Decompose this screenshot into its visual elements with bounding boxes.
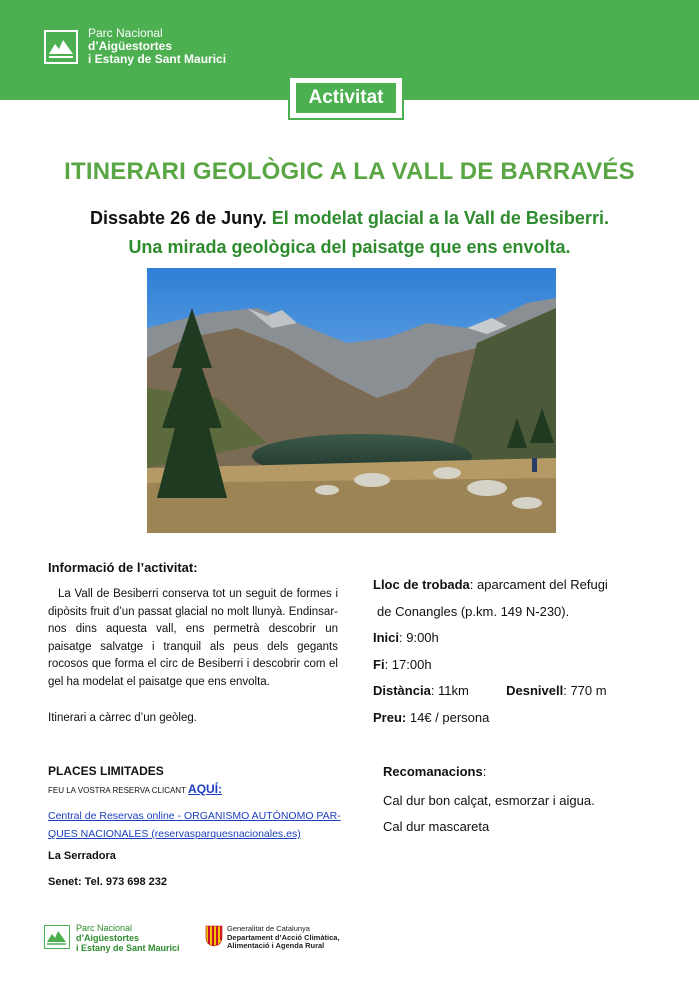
- info-body: [48, 586, 338, 691]
- activity-details: [373, 572, 673, 731]
- footer-park-text: [76, 923, 180, 953]
- recommendation-item: Cal dur mascareta: [383, 819, 490, 834]
- meeting-value: : aparcament del Refugi: [469, 577, 608, 592]
- recommendations-list: [383, 788, 595, 840]
- end-label: Fi: [373, 656, 385, 672]
- start-value: : 9:00h: [399, 630, 439, 645]
- park-logo-text: [88, 27, 226, 66]
- link-line2[interactable]: QUES NACIONALES (reservasparquesnacionales.es): [48, 828, 301, 840]
- footer-park-line3: i Estany de Sant Maurici: [76, 943, 180, 953]
- reserve-here-link[interactable]: AQUÍ:: [188, 782, 223, 796]
- catalan-flag-icon: [205, 925, 223, 947]
- footer-gov-text: [227, 925, 340, 951]
- meeting-point-line2: de Conangles (p.km. 149 N-230).: [377, 603, 570, 619]
- recommendations-label: Recomanacions: [383, 764, 483, 779]
- footer-park-line1: Parc Nacional: [76, 923, 133, 933]
- places-title: PLACES LIMITADES: [48, 764, 164, 778]
- elevation-value: : 770 m: [563, 683, 607, 698]
- activity-badge: [288, 76, 404, 120]
- recommendations-title: [383, 764, 486, 779]
- subtitle-line2: Una mirada geològica del paisatge que ens envolta.: [128, 237, 571, 257]
- logo-line1: Parc Nacional: [88, 26, 163, 40]
- logo-line3: i Estany de Sant Maurici: [88, 52, 227, 66]
- valley-photo: [147, 268, 556, 533]
- footer-gov-line2: Departament d’Acció Climàtica,: [227, 932, 340, 942]
- link-line1[interactable]: Central de Reservas online - ORGANISMO AUTÓNOMO PAR-: [48, 810, 341, 822]
- phone-number: Senet: Tel. 973 698 232: [48, 876, 168, 888]
- end-value: : 17:00h: [384, 656, 432, 672]
- subtitle-topic: El modelat glacial a la Vall de Besiberri.: [271, 208, 609, 228]
- footer-gov-line3: Alimentació i Agenda Rural: [227, 941, 325, 950]
- distance-value: : 11km: [430, 683, 469, 698]
- info-title: Informació de l’activitat:: [48, 560, 198, 575]
- price-value: 14€ / persona: [406, 709, 490, 725]
- reservation-site-link[interactable]: [48, 807, 348, 843]
- logo-line2: d’Aigüestortes: [88, 39, 173, 53]
- recommendations-colon: :: [482, 764, 487, 779]
- reserve-text: FEU LA VOSTRA RESERVA CLICANT: [48, 786, 189, 795]
- footer-gov-line1: Generalitat de Catalunya: [227, 924, 310, 933]
- footer-park-line2: d’Aigüestortes: [76, 933, 140, 943]
- elevation-label: Desnivell: [506, 683, 564, 698]
- guide-text: Itinerari a càrrec d’un geòleg.: [48, 712, 197, 724]
- meeting-point: [373, 572, 673, 599]
- price-label: Preu:: [373, 709, 407, 725]
- page-title: ITINERARI GEOLÒGIC A LA VALL DE BARRAVÉS: [64, 158, 635, 185]
- info-paragraph: La Vall de Besiberri conserva tot un seguit de formes i dipòsits fruit d’un passat glacial no molt llunyà. Endinsar-nos dins aquesta vall, ens permetrà descobrir un paisatge salvatge i tranquil als peus dels gegants rocosos que forma el circ de Besiberri i descobrir com el gel ha modelat el paisatge que ens envolta.: [48, 588, 338, 688]
- start-label: Inici: [373, 630, 400, 645]
- recommendation-item: Cal dur bon calçat, esmorzar i aigua.: [383, 793, 595, 808]
- end-time: [373, 652, 673, 679]
- park-logo-small-icon: [44, 925, 70, 949]
- meeting-label: Lloc de trobada: [373, 577, 470, 592]
- start-time: [373, 625, 673, 652]
- park-logo-icon: [44, 30, 78, 64]
- distance-elevation: [373, 678, 673, 705]
- distance-label: Distància: [373, 683, 431, 698]
- price: [373, 705, 673, 732]
- event-date: Dissabte 26 de Juny.: [90, 208, 267, 228]
- office-name: La Serradora: [48, 850, 116, 862]
- reserve-line: [48, 782, 222, 796]
- activity-badge-label: Activitat: [296, 83, 396, 113]
- subtitle-line1: [0, 208, 699, 229]
